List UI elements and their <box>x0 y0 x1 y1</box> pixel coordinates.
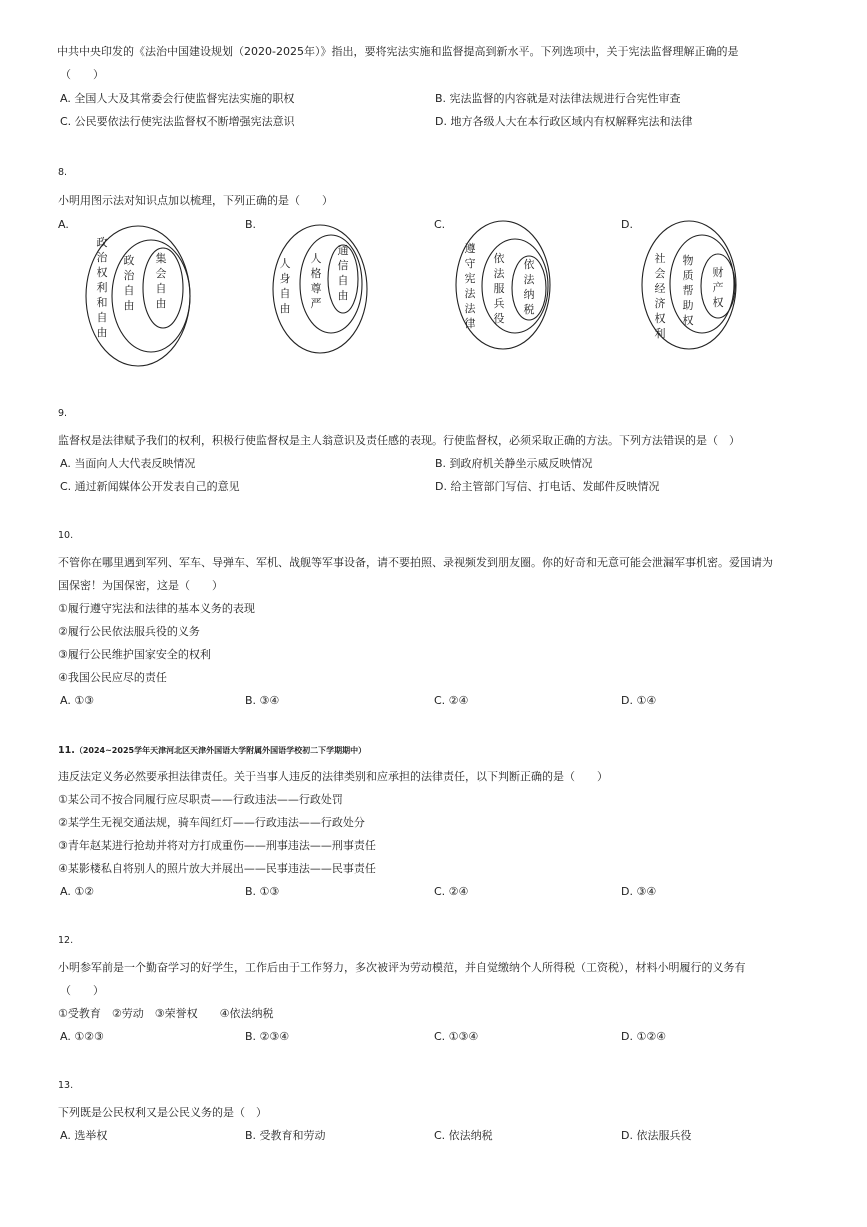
q12-number: 12. <box>58 935 74 946</box>
q9-option-a: A. 当面向人大代表反映情况 <box>60 457 196 470</box>
q11-option-c: C. ②④ <box>434 885 469 898</box>
q8-diagram-c <box>454 218 554 358</box>
q11-option-d: D. ③④ <box>621 885 657 898</box>
q12-option-c: C. ①③④ <box>434 1030 479 1043</box>
q12-stem-line2: （ ） <box>60 984 104 997</box>
q8-diagram-d <box>640 218 740 358</box>
q13-option-d: D. 依法服兵役 <box>621 1129 692 1142</box>
q13-option-b: B. 受教育和劳动 <box>245 1129 326 1142</box>
q10-option-a: A. ①③ <box>60 694 95 707</box>
diagram-b-inner-label: 通信自由 <box>337 244 349 302</box>
q11-header <box>58 743 366 758</box>
q7-option-b: B. 宪法监督的内容就是对法律法规进行合宪性审查 <box>435 92 681 105</box>
q8-number: 8. <box>58 167 68 178</box>
q8-stem: 小明用图示法对知识点加以梳理，下列正确的是（ ） <box>58 194 333 207</box>
q8-label-d: D. <box>621 218 633 231</box>
q11-option-b: B. ①③ <box>245 885 280 898</box>
diagram-b-outer-label: 人身自由 <box>279 257 291 315</box>
q11-option-a: A. ①② <box>60 885 95 898</box>
q13-option-a: A. 选举权 <box>60 1129 108 1142</box>
q7-stem-line2: （ ） <box>60 68 104 81</box>
middle-ellipse <box>670 235 734 333</box>
q12-statements: ①受教育 ②劳动 ③荣誉权 ④依法纳税 <box>58 1007 274 1020</box>
diagram-c-outer-label: 遵守宪法法律 <box>464 242 476 330</box>
q10-number: 10. <box>58 530 74 541</box>
diagram-a-middle-label: 政治自由 <box>123 254 135 312</box>
q8-label-a: A. <box>58 218 69 231</box>
q10-statement-4: ④我国公民应尽的责任 <box>58 671 167 684</box>
middle-ellipse <box>482 239 548 333</box>
q8-diagram-a <box>84 224 194 374</box>
q8-label-b: B. <box>245 218 257 231</box>
q13-stem: 下列既是公民权利又是公民义务的是（ ） <box>58 1106 267 1119</box>
q10-statement-2: ②履行公民依法服兵役的义务 <box>58 625 200 638</box>
q9-option-b: B. 到政府机关静坐示威反映情况 <box>435 457 593 470</box>
q13-number: 13. <box>58 1080 74 1091</box>
diagram-d-inner-label: 财产权 <box>712 266 724 309</box>
q11-source: （2024~2025学年天津河北区天津外国语大学附属外国语学校初二下学期期中） <box>74 746 367 755</box>
q7-stem-line1: 中共中央印发的《法治中国建设规划（2020-2025年）》指出，要将宪法实施和监督提高到新水平。下列选项中，关于宪法监督理解正确的是 <box>57 45 739 58</box>
q11-number: 11. <box>58 745 75 756</box>
q10-stem-line2: 国保密！为国保密，这是（ ） <box>58 579 223 592</box>
q10-stem-line1: 不管你在哪里遇到军列、军车、导弹车、军机、战舰等军事设备，请不要拍照、录视频发到朋友圈。你的好奇和无意可能会泄漏军事机密。爱国请为 <box>58 556 773 569</box>
q11-statement-4: ④某影楼私自将别人的照片放大并展出——民事违法——民事责任 <box>58 862 376 875</box>
q11-statement-3: ③青年赵某进行抢劫并将对方打成重伤——刑事违法——刑事责任 <box>58 839 376 852</box>
diagram-a-inner-label: 集会自由 <box>155 252 167 310</box>
diagram-d-outer-label: 社会经济权利 <box>654 252 666 340</box>
q11-statement-2: ②某学生无视交通法规，骑车闯红灯——行政违法——行政处分 <box>58 816 365 829</box>
q9-stem: 监督权是法律赋予我们的权利，积极行使监督权是主人翁意识及责任感的表现。行使监督权，必须采取正确的方法。下列方法错误的是（ ） <box>58 434 740 447</box>
q12-option-d: D. ①②④ <box>621 1030 667 1043</box>
middle-ellipse <box>300 235 362 333</box>
q7-option-a: A. 全国人大及其常委会行使监督宪法实施的职权 <box>60 92 295 105</box>
q12-option-b: B. ②③④ <box>245 1030 290 1043</box>
q13-option-c: C. 依法纳税 <box>434 1129 493 1142</box>
q10-statement-1: ①履行遵守宪法和法律的基本义务的表现 <box>58 602 255 615</box>
q10-option-d: D. ①④ <box>621 694 657 707</box>
q9-number: 9. <box>58 408 68 419</box>
q12-option-a: A. ①②③ <box>60 1030 104 1043</box>
q10-option-b: B. ③④ <box>245 694 280 707</box>
q7-option-c: C. 公民要依法行使宪法监督权不断增强宪法意识 <box>60 115 295 128</box>
diagram-c-middle-label: 依法服兵役 <box>493 252 505 325</box>
q7-option-d: D. 地方各级人大在本行政区域内有权解释宪法和法律 <box>435 115 693 128</box>
diagram-d-middle-label: 物质帮助权 <box>682 254 694 327</box>
q8-diagram-b <box>270 222 370 362</box>
diagram-c-inner-label: 依法纳税 <box>523 258 535 316</box>
q8-label-c: C. <box>434 218 446 231</box>
q9-option-c: C. 通过新闻媒体公开发表自己的意见 <box>60 480 240 493</box>
q11-stem: 违反法定义务必然要承担法律责任。关于当事人违反的法律类别和应承担的法律责任，以下判断正确的是（ ） <box>58 770 608 783</box>
q10-option-c: C. ②④ <box>434 694 469 707</box>
diagram-a-outer-label: 政治权利和自由 <box>96 236 108 339</box>
q12-stem-line1: 小明参军前是一个勤奋学习的好学生，工作后由于工作努力，多次被评为劳动模范，并自觉缴纳个人所得税（工资税），材料小明履行的义务有 <box>58 961 746 974</box>
diagram-b-middle-label: 人格尊严 <box>310 252 322 310</box>
q11-statement-1: ①某公司不按合同履行应尽职责——行政违法——行政处罚 <box>58 793 343 806</box>
q9-option-d: D. 给主管部门写信、打电话、发邮件反映情况 <box>435 480 660 493</box>
q10-statement-3: ③履行公民维护国家安全的权利 <box>58 648 211 661</box>
